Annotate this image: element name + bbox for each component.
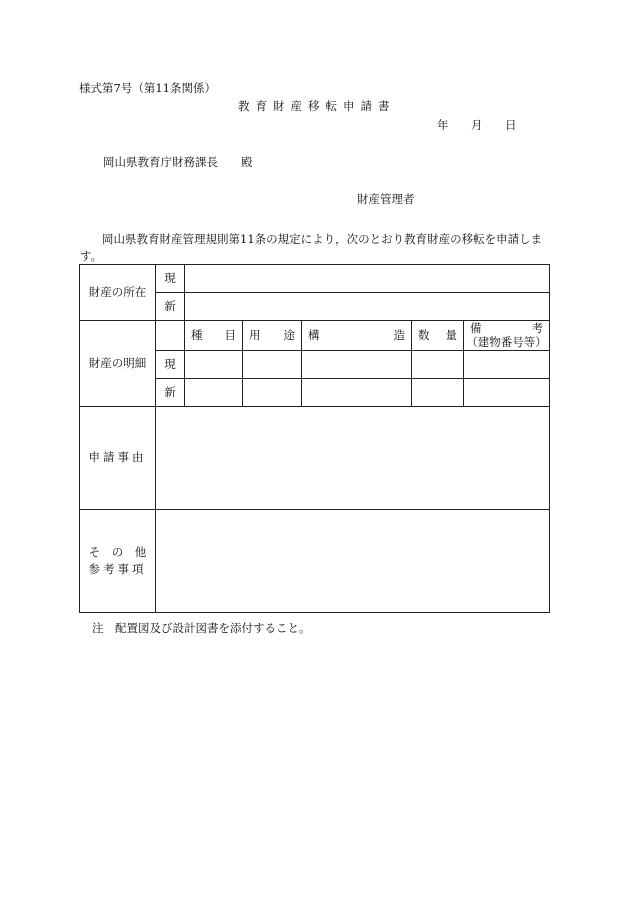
year-label: 年 [437, 118, 449, 132]
details-current-remarks[interactable] [464, 351, 550, 379]
month-label: 月 [471, 118, 483, 132]
details-new-label: 新 [156, 379, 185, 407]
applicant-label: 財産管理者 [357, 192, 415, 206]
location-current-field[interactable] [185, 265, 550, 293]
col-structure: 構 造 [302, 321, 412, 351]
other-field[interactable] [156, 510, 550, 613]
col-remarks-sub: （建物番号等） [466, 334, 547, 349]
document-title: 教育財産移転申請書 [238, 99, 396, 113]
location-new-field[interactable] [185, 293, 550, 321]
details-current-quantity[interactable] [412, 351, 464, 379]
location-current-label: 現 [156, 265, 185, 293]
body-text: 岡山県教育財産管理規則第11条の規定により，次のとおり教育財産の移転を申請します。 [80, 232, 543, 263]
col-use: 用 途 [243, 321, 302, 351]
footnote: 注 配置図及び設計図書を添付すること。 [92, 621, 311, 635]
reason-field[interactable] [156, 407, 550, 510]
details-new-quantity[interactable] [412, 379, 464, 407]
addressee: 岡山県教育庁財務課長 殿 [103, 155, 253, 169]
col-quantity: 数 量 [412, 321, 464, 351]
date-line [437, 120, 517, 132]
details-current-use[interactable] [243, 351, 302, 379]
location-label: 財産の所在 [80, 265, 156, 321]
details-label: 財産の明細 [80, 321, 156, 407]
details-new-kind[interactable] [185, 379, 243, 407]
application-table [79, 264, 550, 613]
details-new-remarks[interactable] [464, 379, 550, 407]
other-label [80, 510, 156, 613]
other-label-line2: 参考事項 [88, 562, 147, 576]
reason-label: 申請事由 [80, 407, 156, 510]
details-new-structure[interactable] [302, 379, 412, 407]
col-kind: 種 目 [185, 321, 243, 351]
form-number: 様式第7号（第11条関係） [79, 81, 216, 95]
location-new-label: 新 [156, 293, 185, 321]
details-current-label: 現 [156, 351, 185, 379]
details-current-kind[interactable] [185, 351, 243, 379]
day-label: 日 [505, 118, 517, 132]
details-header-blank [156, 321, 185, 351]
other-label-line1: そ の 他 [88, 544, 147, 559]
details-current-structure[interactable] [302, 351, 412, 379]
details-new-use[interactable] [243, 379, 302, 407]
col-remarks: 備 考 （建物番号等） [464, 321, 550, 351]
